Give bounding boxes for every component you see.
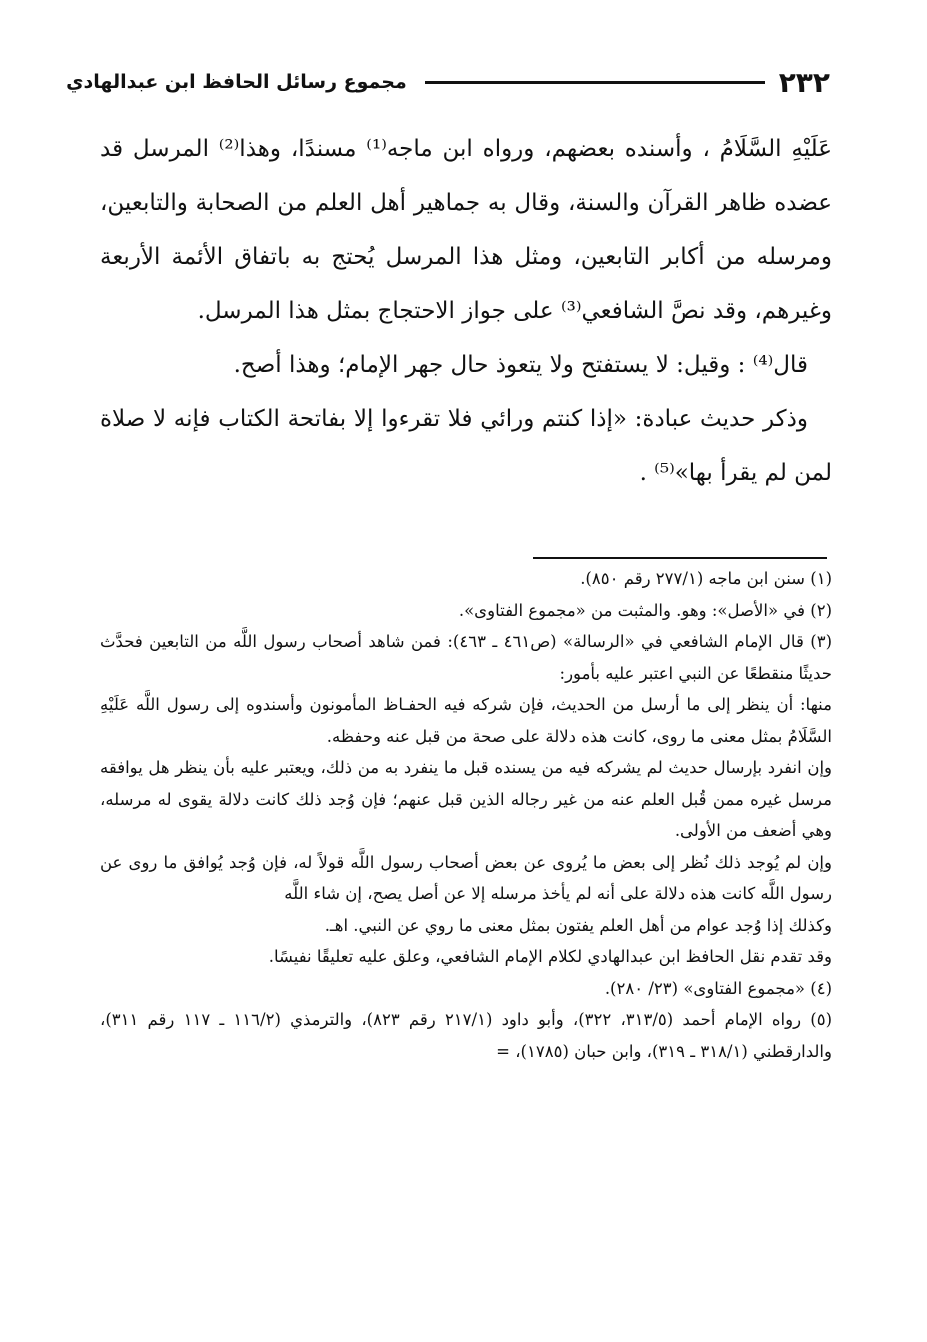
- footnote-5: (٥) رواه الإمام أحمد (٣١٣/٥، ٣٢٢)، وأبو داود (٢١٧/١ رقم ٨٢٣)، والترمذي (١١٦/٢ ـ ١١٧ رقم ٣١١)، والدارقطني (٣١٨/١ ـ ٣١٩)، وابن حبان (١٧٨٥)، =: [100, 1010, 832, 1061]
- page-number: ٢٣٢: [778, 65, 830, 99]
- footnote-3-part-3: وإن انفرد بإرسال حديث لم يشركه فيه من يسنده قبل ما ينفرد به من ذلك، ويعتبر عليه بأن ينظر هل يوافقه مرسل غيره ممن قُبل العلم عنه من غير رجاله الذين قبل عنهم؛ فإن وُجد ذلك كانت دلالة يقوى له مرسله، وهي أضعف من الأولى.: [100, 758, 832, 840]
- body-paragraph-3: وذكر حديث عبادة: «إذا كنتم ورائي فلا تقرءوا إلا بفاتحة الكتاب فإنه لا صلاة لمن لم يقرأ بها»⁽⁵⁾ .: [100, 406, 832, 486]
- footnote-3: (٣) قال الإمام الشافعي في «الرسالة» (ص٤٦١ ـ ٤٦٣): فمن شاهد أصحاب رسول اللَّه من التابعين فحدَّث حديثًا منقطعًا عن النبي اعتبر عليه بأمور:: [100, 632, 832, 683]
- running-title: مجموع رسائل الحافظ ابن عبدالهادي: [66, 71, 407, 93]
- footnote-4: (٤) «مجموع الفتاوى» (٢٣/ ٢٨٠).: [604, 978, 832, 998]
- footnote-3-part-4: وإن لم يُوجد ذلك نُظر إلى بعض ما يُروى عن بعض أصحاب رسول اللَّه قولاً له، فإن وُجد يُوافق ما روى عن رسول اللَّه كانت هذه دلالة على أنه لم يأخذ مرسله إلا عن أصل يصح، إن شاء اللَّه: [100, 852, 832, 903]
- page-header: [66, 60, 830, 104]
- footnote-1: (١) سنن ابن ماجه (٢٧٧/١ رقم ٨٥٠).: [580, 569, 832, 588]
- footnotes: [100, 563, 832, 1067]
- body-paragraph-2: قال⁽⁴⁾ : وقيل: لا يستفتح ولا يتعوذ حال جهر الإمام؛ وهذا أصح.: [233, 352, 808, 378]
- header-rule: [425, 81, 765, 84]
- footnote-2: (٢) في «الأصل»: وهو. والمثبت من «مجموع الفتاوى».: [458, 600, 832, 620]
- body-paragraph-1: عَلَيْهِ السَّلَامُ ، وأسنده بعضهم، ورواه ابن ماجه⁽¹⁾ مسندًا، وهذا⁽²⁾ المرسل قد عضده ظاهر القرآن والسنة، وقال به جماهير أهل العلم من الصحابة والتابعين، ومرسله من أكابر التابعين، ومثل هذا المرسل يُحتج به باتفاق الأئمة الأربعة وغيرهم، وقد نصَّ الشافعي⁽³⁾ على جواز الاحتجاج بمثل هذا المرسل.: [100, 136, 832, 324]
- footnote-3-part-2: منها: أن ينظر إلى ما أرسل من الحديث، فإن شركه فيه الحفـاظ المأمونون وأسندوه إلى رسول اللَّه عَلَيْهِ السَّلَامُ بمثل معنى ما روى، كانت هذه دلالة على صحة من قبل عنه وحفظه.: [100, 695, 832, 746]
- footnote-3-part-6: وقد تقدم نقل الحافظ ابن عبدالهادي لكلام الإمام الشافعي، وعلق عليه تعليقًا نفيسًا.: [268, 947, 832, 966]
- footnote-separator: [533, 557, 827, 559]
- main-text: [100, 122, 832, 500]
- footnote-3-part-5: وكذلك إذا وُجد عوام من أهل العلم يفتون بمثل معنى ما روي عن النبي. اهـ.: [324, 915, 832, 935]
